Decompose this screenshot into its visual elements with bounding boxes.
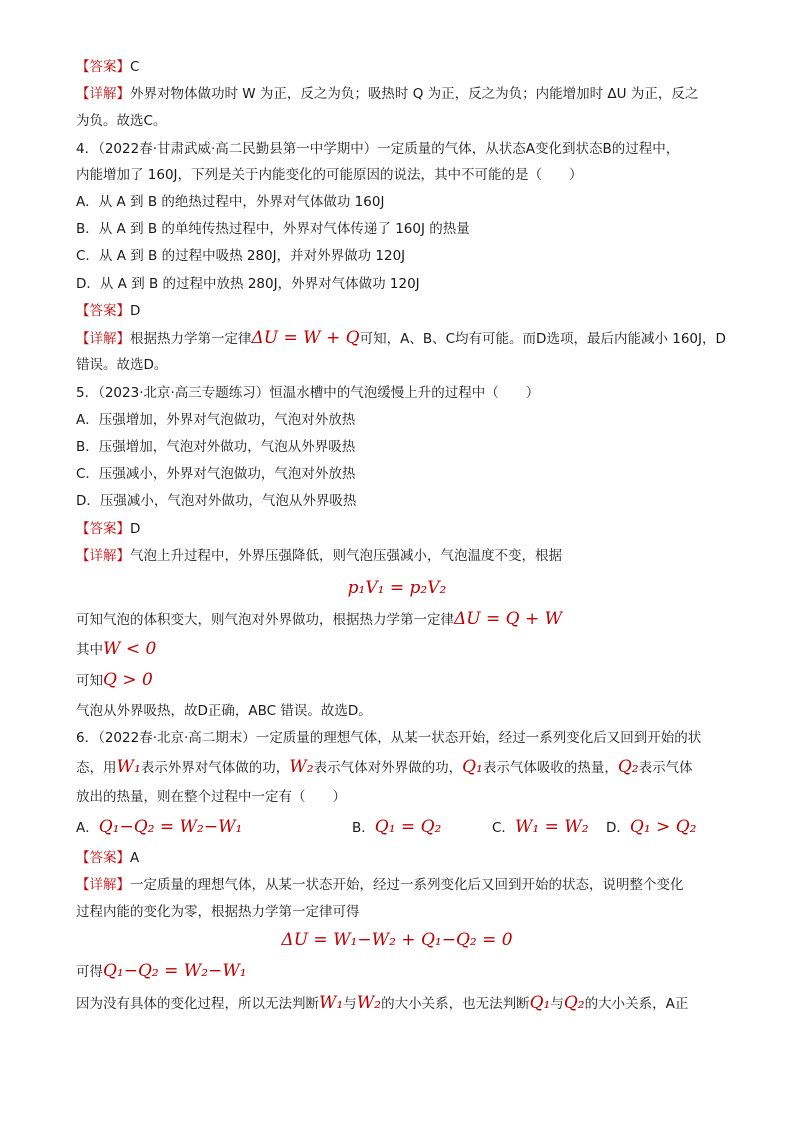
q5-conclusion: 气泡从外界吸热，故D正确，ABC 错误。故选D。 (76, 703, 372, 719)
option-label: D． (606, 820, 630, 836)
q5-option-b: B．压强增加，气泡对外做功，气泡从外界吸热 (76, 439, 356, 455)
option-formula: W₁ = W₂ (514, 817, 589, 837)
q6-last-line (76, 994, 688, 1013)
stem-text: 表示外界对气体做的功， (140, 760, 290, 776)
q6-energy-equation: ΔU = W₁−W₂ + Q₁−Q₂ = 0 (281, 930, 513, 950)
first-law-formula: ΔU = Q + W (454, 609, 563, 629)
answer-label: 【答案】 (76, 521, 130, 537)
q5-answer (76, 520, 140, 538)
q6-option-c (492, 818, 589, 837)
q6-option-d (606, 818, 696, 837)
q5-explain-line1 (76, 547, 562, 565)
q6-option-a (76, 818, 242, 837)
explain-text: 可知 (76, 673, 103, 689)
stem-text: 表示气体对外界做的功， (313, 760, 463, 776)
q4-option-b: B．从 A 到 B 的单纯传热过程中，外界对气体传递了 160J 的热量 (76, 221, 470, 237)
stem-text: 态，用 (76, 760, 117, 776)
q6-explain-line2: 过程内能的变化为零，根据热力学第一定律可得 (76, 904, 360, 920)
q6-explain-line1 (76, 876, 684, 894)
q4-answer (76, 302, 140, 320)
explain-text: 可知，A、B、C均有可能。而D选项，最后内能减小 160J，D (359, 331, 726, 347)
explain-label: 【详解】 (76, 331, 130, 347)
explain-text: 的大小关系，也无法判断 (381, 996, 530, 1012)
explain-text: 与 (343, 996, 357, 1012)
heat-sign: Q > 0 (103, 670, 153, 690)
explain-text: 与 (550, 996, 564, 1012)
stem-text: 表示气体 (638, 760, 693, 776)
explain-text: 的大小关系，A正 (584, 996, 689, 1012)
q5-line-q (76, 671, 153, 690)
q4-stem-line1: 4．（2022春·甘肃武威·高二民勤县第一中学期中）一定质量的气体，从状态A变化到状态B的过程中， (76, 141, 680, 157)
first-law-formula: ΔU = W + Q (251, 328, 360, 348)
explain-label: 【详解】 (76, 86, 130, 102)
q4-explain-line2: 错误。故选D。 (76, 357, 168, 373)
explain-text: 可知气泡的体积变大，则气泡对外界做功，根据热力学第一定律 (76, 612, 454, 628)
explain-text: 因为没有具体的变化过程，所以无法判断 (76, 996, 319, 1012)
answer-label: 【答案】 (76, 303, 130, 319)
work-sign: W < 0 (103, 639, 157, 659)
q6-stem-line3: 放出的热量，则在整个过程中一定有（ ） (76, 789, 346, 805)
option-formula: Q₁ > Q₂ (629, 817, 697, 837)
q6-stem-line2 (76, 758, 693, 777)
q4-option-c: C．从 A 到 B 的过程中吸热 280J，并对外界做功 120J (76, 248, 406, 264)
explain-label: 【详解】 (76, 548, 130, 564)
option-label: A． (76, 820, 99, 836)
explain-text: 根据热力学第一定律 (130, 331, 252, 347)
q6-line-get (76, 962, 247, 981)
explain-text: 一定质量的理想气体，从某一状态开始，经过一系列变化后又回到开始的状态，说明整个变化 (130, 877, 684, 893)
q5-line-w (76, 640, 156, 659)
option-formula: Q₁−Q₂ = W₂−W₁ (98, 817, 243, 837)
answer-label: 【答案】 (76, 850, 130, 866)
answer-label: 【答案】 (76, 59, 130, 75)
symbol-q1: Q₁ (462, 757, 483, 777)
q5-option-c: C．压强减小，外界对气泡做功，气泡对外放热 (76, 466, 356, 482)
symbol-w1: W₁ (319, 993, 344, 1013)
q4-stem-line2: 内能增加了 160J，下列是关于内能变化的可能原因的说法，其中不可能的是（ ） (76, 167, 583, 183)
q5-line-after (76, 610, 562, 629)
explain-text: 外界对物体做功时 W 为正，反之为负；吸热时 Q 为正，反之为负；内能增加时 ΔU 为正，反之 (130, 86, 699, 102)
q6-answer (76, 849, 139, 867)
explain-label: 【详解】 (76, 877, 130, 893)
answer-value: A (130, 850, 140, 866)
q3-answer (76, 58, 139, 76)
explain-text: 其中 (76, 642, 103, 658)
symbol-q2: Q₂ (563, 993, 585, 1013)
symbol-w2: W₂ (356, 993, 382, 1013)
q5-stem: 5．（2023·北京·高三专题练习）恒温水槽中的气泡缓慢上升的过程中（ ） (76, 385, 540, 401)
symbol-w2: W₂ (289, 757, 314, 777)
symbol-q2: Q₂ (617, 757, 639, 777)
stem-text: 表示气体吸收的热量， (482, 760, 618, 776)
symbol-w1: W₁ (116, 757, 141, 777)
explain-text: 可得 (76, 964, 103, 980)
q6-stem-line1: 6．（2022春·北京·高二期末）一定质量的理想气体，从某一状态开始，经过一系列变化后又回到开始的状 (76, 730, 702, 746)
q5-boyle-equation: p₁V₁ = p₂V₂ (347, 578, 447, 598)
q5-option-d: D．压强减小，气泡对外做功，气泡从外界吸热 (76, 493, 357, 509)
option-label: C． (492, 820, 515, 836)
q4-option-a: A．从 A 到 B 的绝热过程中，外界对气体做功 160J (76, 194, 385, 210)
answer-value: D (130, 303, 141, 319)
q4-option-d: D．从 A 到 B 的过程中放热 280J，外界对气体做功 120J (76, 276, 420, 292)
answer-value: C (130, 59, 140, 75)
q6-option-b (352, 818, 441, 837)
q5-option-a: A．压强增加，外界对气泡做功，气泡对外放热 (76, 412, 356, 428)
q3-explain-line2: 为负。故选C。 (76, 113, 167, 129)
result-formula: Q₁−Q₂ = W₂−W₁ (103, 961, 247, 981)
option-label: B． (352, 820, 375, 836)
answer-value: D (130, 521, 141, 537)
option-formula: Q₁ = Q₂ (374, 817, 442, 837)
q3-explain-line1 (76, 85, 698, 103)
symbol-q1: Q₁ (529, 993, 551, 1013)
explain-text: 气泡上升过程中，外界压强降低，则气泡压强减小，气泡温度不变，根据 (130, 548, 562, 564)
q4-explain-line1 (76, 329, 726, 348)
